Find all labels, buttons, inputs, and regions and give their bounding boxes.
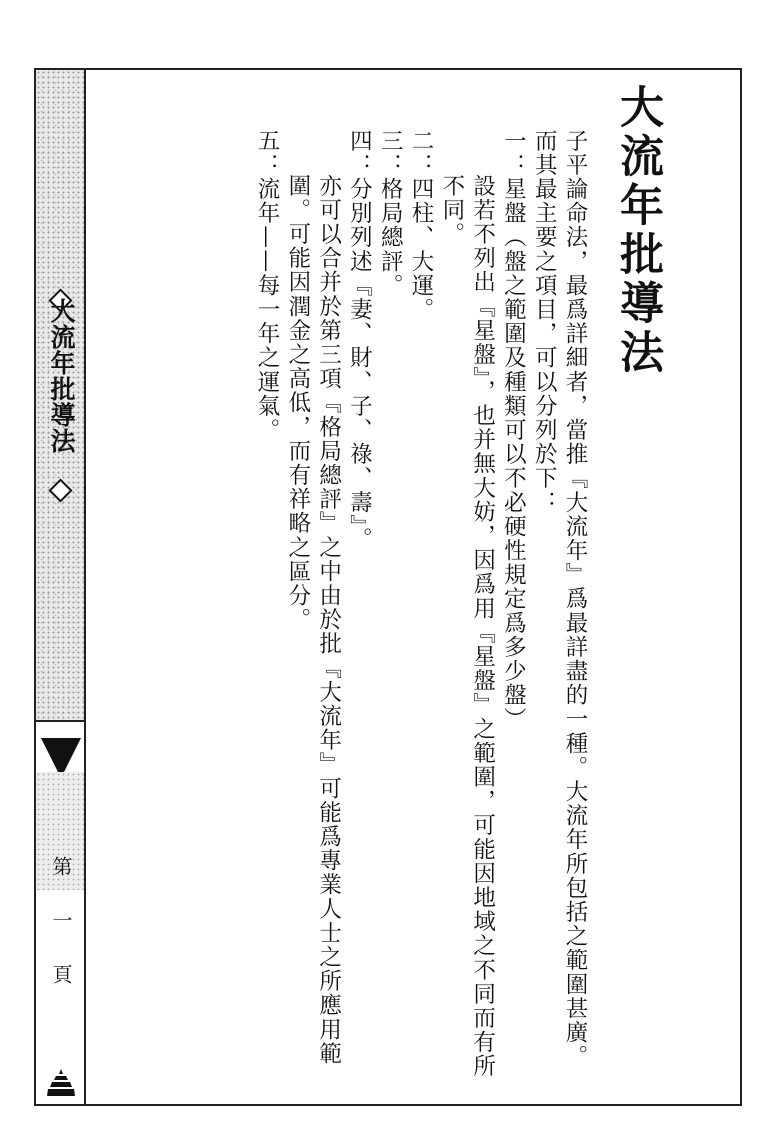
paragraph: 子平論命法，最爲詳細者，當推『大流年』爲最詳盡的一種。大流年所包括之範圍甚廣。而其最主要之項目，可以分列於下： bbox=[531, 129, 588, 1069]
list-item: 三：格局總評。 bbox=[377, 129, 404, 298]
page-number: 第一頁 bbox=[49, 856, 73, 1018]
page-title: 大流年批導法 bbox=[612, 84, 663, 378]
paragraph: 設若不列出『星盤』，也并無大妨，因爲用『星盤』之範圍，可能因地域之不同而有所不同。 bbox=[438, 174, 496, 1079]
diamond-bottom-icon bbox=[52, 476, 69, 505]
sidebar bbox=[36, 70, 86, 1104]
list-item: 五：流年——每一年之運氣。 bbox=[254, 129, 281, 443]
page-frame bbox=[34, 68, 742, 1106]
pagoda-icon bbox=[46, 1068, 76, 1098]
main-text bbox=[106, 84, 666, 1084]
list-item: 二：四柱、大運。 bbox=[408, 129, 435, 322]
list-item: 一：星盤（盤之範圍及種類可以不必硬性規定爲多少盤） bbox=[500, 129, 527, 732]
sidebar-title: 大流年批導法 bbox=[47, 298, 76, 454]
list-item: 四：分別列述『妻、財、子、祿、壽』。 bbox=[346, 129, 373, 552]
sidebar-divider bbox=[36, 720, 84, 722]
paragraph: 亦可以合并於第三項『格局總評』之中由於批『大流年』可能爲專業人士之所應用範圍。可能因潤金之高低，而有祥略之區分。 bbox=[284, 174, 342, 1066]
